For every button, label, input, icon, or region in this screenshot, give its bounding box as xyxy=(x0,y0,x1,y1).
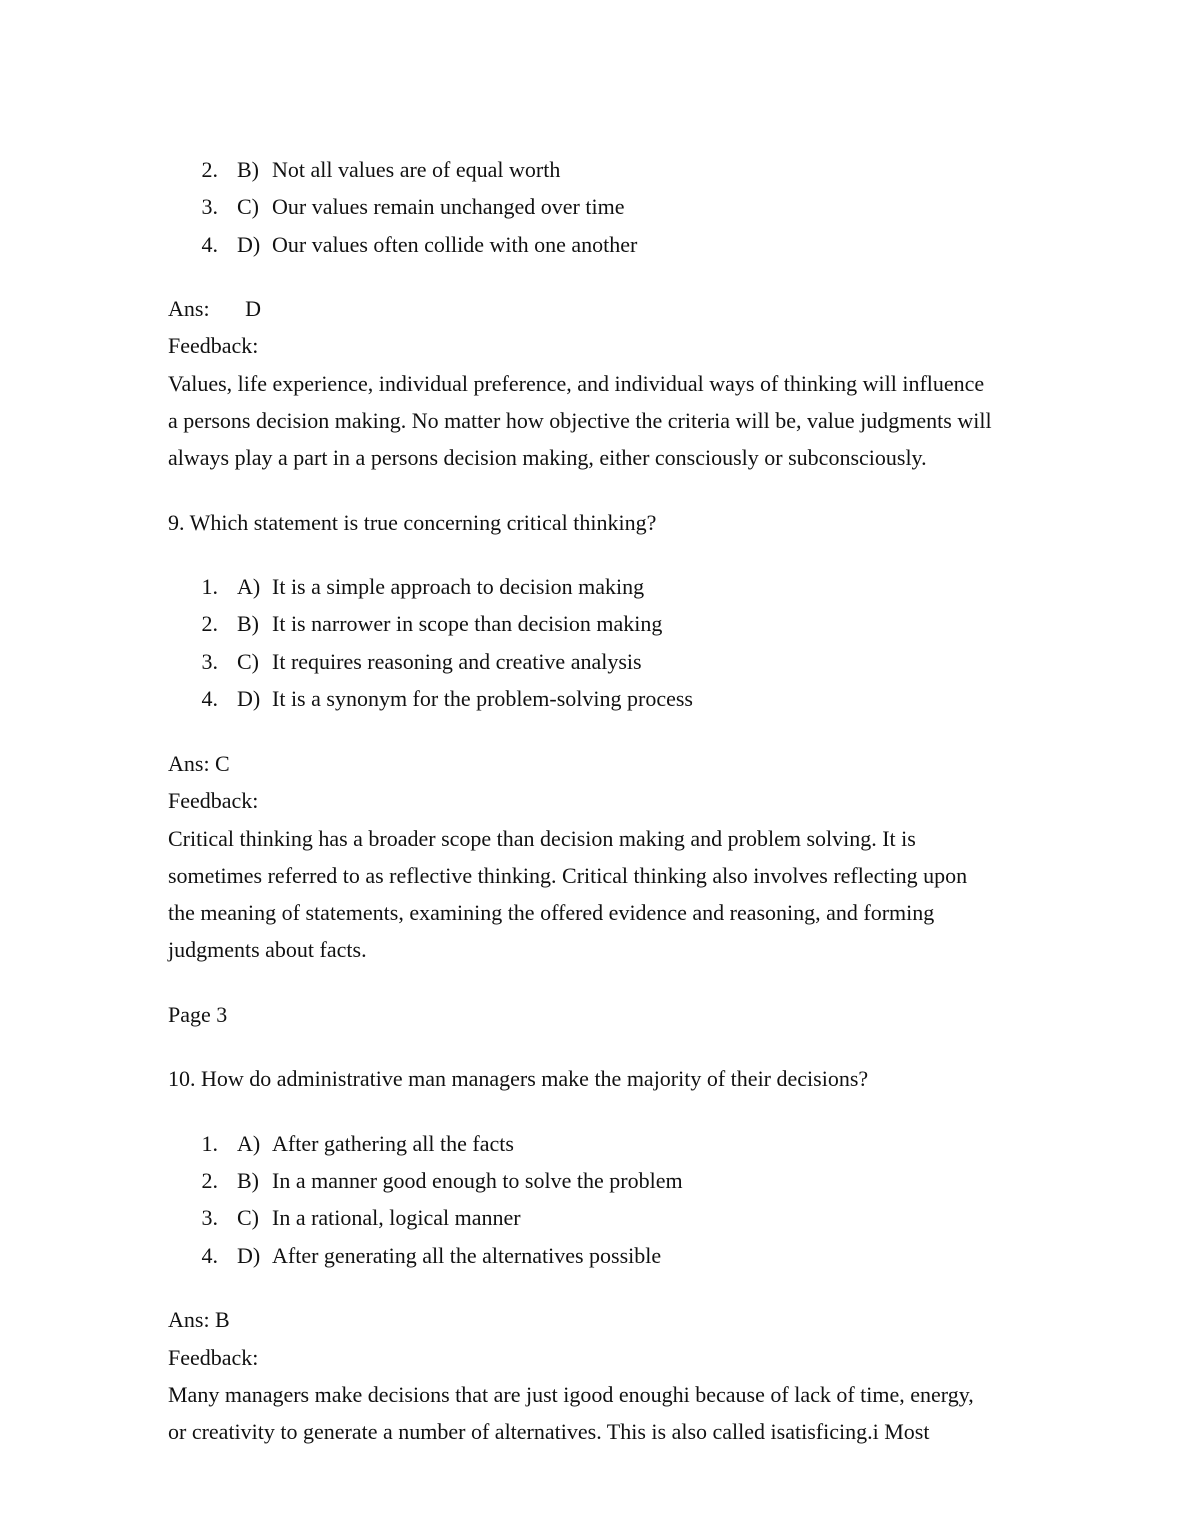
option-text: Our values remain unchanged over time xyxy=(272,194,625,219)
page-marker: Page 3 xyxy=(168,1002,228,1027)
option-letter: C) xyxy=(237,194,259,219)
option-text: In a rational, logical manner xyxy=(272,1205,521,1230)
option-number: 4. xyxy=(201,232,218,257)
option-number: 2. xyxy=(201,157,218,182)
option-letter: B) xyxy=(237,1168,259,1193)
option-number: 1. xyxy=(201,1131,218,1156)
option-letter: D) xyxy=(237,686,261,711)
option-number: 3. xyxy=(201,649,218,674)
q9-feedback-line-3: the meaning of statements, examining the offered evidence and reasoning, and forming xyxy=(168,900,935,925)
option-letter: B) xyxy=(237,611,259,636)
option-text: It is a synonym for the problem-solving process xyxy=(272,686,693,711)
option-text: In a manner good enough to solve the problem xyxy=(272,1168,683,1193)
option-letter: A) xyxy=(237,1131,261,1156)
option-text: After generating all the alternatives possible xyxy=(272,1243,662,1268)
option-letter: C) xyxy=(237,649,259,674)
q9-feedback-line-4: judgments about facts. xyxy=(168,937,367,962)
option-letter: D) xyxy=(237,1243,261,1268)
q8-feedback-line-1: Values, life experience, individual preference, and individual ways of thinking will influence xyxy=(168,371,985,396)
option-letter: C) xyxy=(237,1205,259,1230)
q9-feedback-line-1: Critical thinking has a broader scope than decision making and problem solving. It is xyxy=(168,826,916,851)
answer-value: D xyxy=(245,296,261,321)
q10-option-b xyxy=(200,1168,1080,1194)
option-letter: A) xyxy=(237,574,261,599)
option-number: 2. xyxy=(201,611,218,636)
option-number: 2. xyxy=(201,1168,218,1193)
q10-option-c xyxy=(200,1205,1080,1231)
q9-option-b xyxy=(200,611,1080,637)
option-text: It is narrower in scope than decision making xyxy=(272,611,663,636)
option-text: Not all values are of equal worth xyxy=(272,157,561,182)
option-number: 3. xyxy=(201,194,218,219)
option-number: 4. xyxy=(201,1243,218,1268)
option-number: 4. xyxy=(201,686,218,711)
q8-feedback-line-2: a persons decision making. No matter how objective the criteria will be, value judgments will xyxy=(168,408,992,433)
q10-feedback-line-2: or creativity to generate a number of alternatives. This is also called isatisficing.i Most xyxy=(168,1419,930,1444)
q8-option-b xyxy=(200,157,1080,183)
q9-feedback-label: Feedback: xyxy=(168,788,259,813)
q9-option-c xyxy=(200,649,1080,675)
option-text: After gathering all the facts xyxy=(272,1131,514,1156)
q8-feedback-label: Feedback: xyxy=(168,333,259,358)
option-letter: D) xyxy=(237,232,261,257)
q10-feedback-label: Feedback: xyxy=(168,1345,259,1370)
q10-option-d xyxy=(200,1243,1080,1269)
q10-answer: Ans: B xyxy=(168,1307,230,1332)
option-text: Our values often collide with one another xyxy=(272,232,638,257)
q10-option-a xyxy=(200,1131,1080,1157)
option-number: 1. xyxy=(201,574,218,599)
answer-label: Ans: xyxy=(168,296,210,321)
q9-option-a xyxy=(200,574,1080,600)
q8-option-c xyxy=(200,194,1080,220)
q9-answer: Ans: C xyxy=(168,751,230,776)
q8-feedback-line-3: always play a part in a persons decision making, either consciously or subconsciously. xyxy=(168,445,927,470)
q9-option-d xyxy=(200,686,1080,712)
option-text: It requires reasoning and creative analysis xyxy=(272,649,642,674)
q9-question: 9. Which statement is true concerning critical thinking? xyxy=(168,510,657,535)
q8-option-d xyxy=(200,232,1080,258)
q8-answer xyxy=(168,296,261,322)
option-text: It is a simple approach to decision making xyxy=(272,574,645,599)
option-letter: B) xyxy=(237,157,259,182)
q9-feedback-line-2: sometimes referred to as reflective thinking. Critical thinking also involves reflecting upon xyxy=(168,863,968,888)
q10-question: 10. How do administrative man managers make the majority of their decisions? xyxy=(168,1066,869,1091)
option-number: 3. xyxy=(201,1205,218,1230)
q10-feedback-line-1: Many managers make decisions that are just igood enoughi because of lack of time, energy, xyxy=(168,1382,974,1407)
